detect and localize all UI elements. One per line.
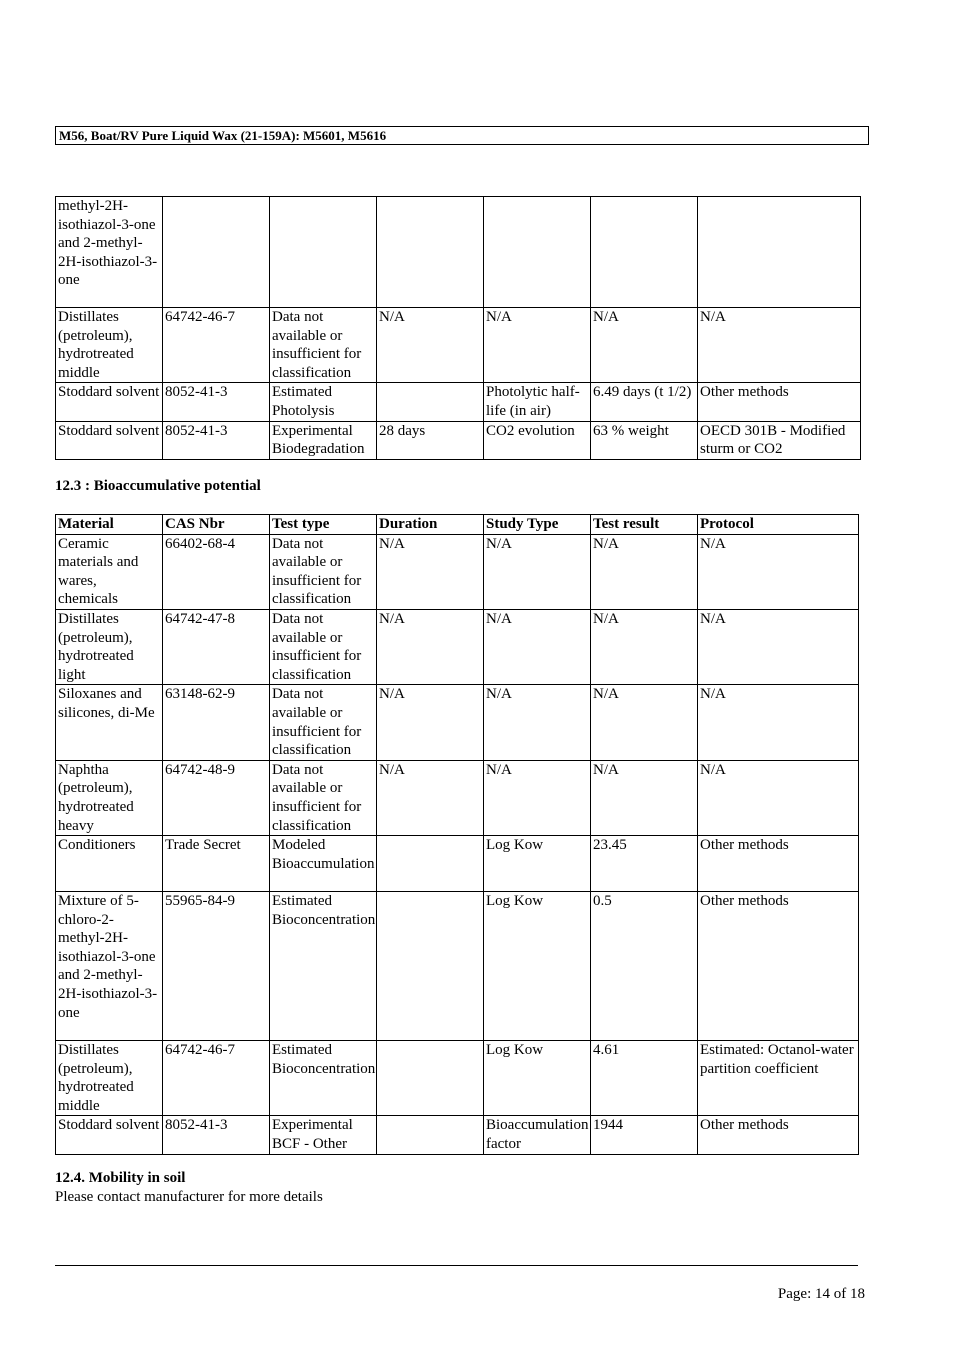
cell-protocol: N/A [698,609,859,684]
cell-test-result: N/A [591,308,698,383]
cell-material: Mixture of 5-chloro-2-methyl-2H-isothiazol-3-one and 2-methyl-2H-isothiazol-3-one [56,892,163,1041]
cell-duration [377,383,484,421]
cell-test-type: Data not available or insufficient for classification [270,685,377,760]
cell-study-type: Log Kow [484,1041,591,1116]
cell-material: Distillates (petroleum), hydrotreated middle [56,1041,163,1116]
cell-study-type [484,197,591,308]
cell-duration [377,892,484,1041]
cell-study-type: N/A [484,685,591,760]
cell-test-type: Data not available or insufficient for classification [270,308,377,383]
cell-test-type: Data not available or insufficient for classification [270,609,377,684]
cell-protocol: Other methods [698,892,859,1041]
cell-test-result: N/A [591,534,698,609]
cell-protocol: N/A [698,308,861,383]
cell-study-type: N/A [484,534,591,609]
cell-test-result [591,197,698,308]
cell-test-result: 63 % weight [591,421,698,459]
footer-divider [55,1265,858,1266]
table-row [56,892,859,1041]
cell-duration: N/A [377,308,484,383]
cell-test-result: 1944 [591,1116,698,1154]
cell-duration [377,1116,484,1154]
cell-duration: N/A [377,534,484,609]
cell-study-type: N/A [484,609,591,684]
cell-material: Stoddard solvent [56,1116,163,1154]
table-row [56,836,859,892]
cell-material: Ceramic materials and wares, chemicals [56,534,163,609]
cell-duration [377,836,484,892]
cell-cas: 55965-84-9 [163,892,270,1041]
bioaccumulative-table [55,514,859,1155]
mobility-text: Please contact manufacturer for more details [55,1189,323,1205]
cell-study-type: Photolytic half-life (in air) [484,383,591,421]
cell-cas: Trade Secret [163,836,270,892]
table-row [56,421,861,459]
table-row [56,197,861,308]
col-header-duration: Duration [377,515,484,535]
cell-material: Stoddard solvent [56,421,163,459]
cell-test-result: N/A [591,760,698,835]
cell-cas: 63148-62-9 [163,685,270,760]
cell-duration [377,197,484,308]
cell-test-type: Data not available or insufficient for classification [270,534,377,609]
cell-test-result: 0.5 [591,892,698,1041]
cell-cas: 66402-68-4 [163,534,270,609]
cell-cas: 64742-47-8 [163,609,270,684]
cell-test-result: N/A [591,685,698,760]
table-row [56,685,859,760]
cell-duration: 28 days [377,421,484,459]
cell-protocol: N/A [698,534,859,609]
col-header-study-type: Study Type [484,515,591,535]
cell-cas: 8052-41-3 [163,1116,270,1154]
cell-study-type: CO2 evolution [484,421,591,459]
cell-material: methyl-2H-isothiazol-3-one and 2-methyl-2H-isothiazol-3-one [56,197,163,308]
table-row [56,308,861,383]
cell-test-type [270,197,377,308]
cell-material: Stoddard solvent [56,383,163,421]
col-header-test-result: Test result [591,515,698,535]
cell-study-type: Bioaccumulation factor [484,1116,591,1154]
cell-protocol: Other methods [698,836,859,892]
cell-test-type: Experimental Biodegradation [270,421,377,459]
cell-study-type: Log Kow [484,892,591,1041]
cell-protocol: N/A [698,685,859,760]
cell-cas: 64742-46-7 [163,308,270,383]
cell-protocol [698,197,861,308]
page-number: Page: 14 of 18 [777,1286,865,1302]
table-row [56,609,859,684]
cell-cas [163,197,270,308]
cell-test-result: 6.49 days (t 1/2) [591,383,698,421]
cell-test-type: Experimental BCF - Other [270,1116,377,1154]
cell-test-result: N/A [591,609,698,684]
cell-material: Siloxanes and silicones, di-Me [56,685,163,760]
cell-protocol: N/A [698,760,859,835]
col-header-material: Material [56,515,163,535]
cell-study-type: N/A [484,760,591,835]
cell-protocol: Estimated: Octanol-water partition coefficient [698,1041,859,1116]
cell-cas: 64742-46-7 [163,1041,270,1116]
cell-cas: 8052-41-3 [163,383,270,421]
table-row [56,760,859,835]
table-row [56,534,859,609]
cell-duration: N/A [377,685,484,760]
table-row [56,1041,859,1116]
cell-test-result: 23.45 [591,836,698,892]
degradation-table-continued [55,196,861,460]
cell-test-type: Modeled Bioaccumulation [270,836,377,892]
cell-material: Conditioners [56,836,163,892]
cell-test-type: Estimated Bioconcentration [270,1041,377,1116]
cell-protocol: OECD 301B - Modified sturm or CO2 [698,421,861,459]
cell-duration: N/A [377,760,484,835]
section-title-mobility: 12.4. Mobility in soil [55,1170,186,1186]
cell-cas: 8052-41-3 [163,421,270,459]
col-header-protocol: Protocol [698,515,859,535]
cell-protocol: Other methods [698,1116,859,1154]
col-header-cas: CAS Nbr [163,515,270,535]
table-row [56,1116,859,1154]
table-header-row [56,515,859,535]
cell-material: Distillates (petroleum), hydrotreated light [56,609,163,684]
document-header-title: M56, Boat/RV Pure Liquid Wax (21-159A): M5601, M5616 [55,126,869,145]
cell-duration [377,1041,484,1116]
cell-test-type: Estimated Bioconcentration [270,892,377,1041]
cell-protocol: Other methods [698,383,861,421]
cell-test-type: Data not available or insufficient for classification [270,760,377,835]
cell-test-type: Estimated Photolysis [270,383,377,421]
col-header-test-type: Test type [270,515,377,535]
cell-study-type: N/A [484,308,591,383]
cell-test-result: 4.61 [591,1041,698,1116]
section-title-bioaccumulative: 12.3 : Bioaccumulative potential [55,478,261,494]
table-row [56,383,861,421]
cell-cas: 64742-48-9 [163,760,270,835]
cell-duration: N/A [377,609,484,684]
cell-study-type: Log Kow [484,836,591,892]
cell-material: Naphtha (petroleum), hydrotreated heavy [56,760,163,835]
cell-material: Distillates (petroleum), hydrotreated middle [56,308,163,383]
